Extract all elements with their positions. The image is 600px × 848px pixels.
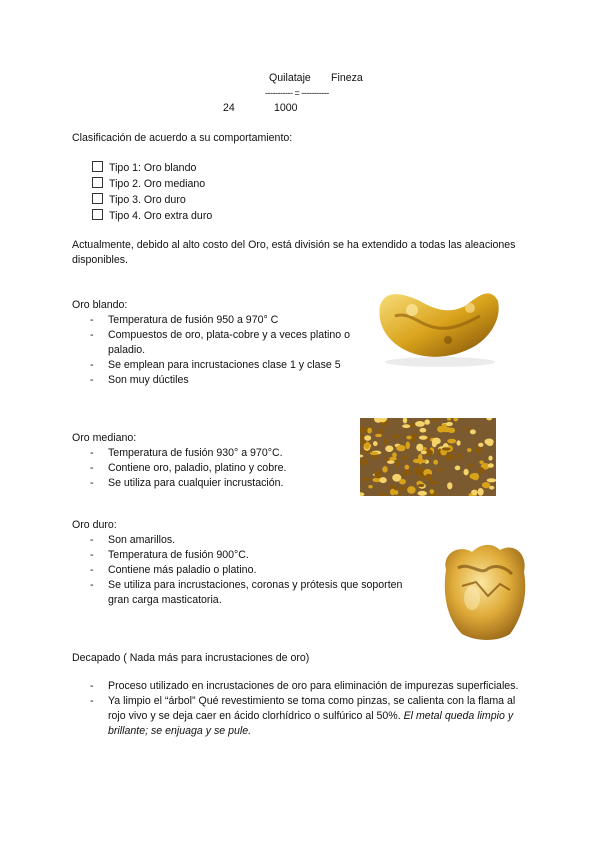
- gold-grain: [379, 477, 386, 483]
- header-val-quilataje: 24: [223, 102, 235, 114]
- gold-grain: [470, 429, 476, 434]
- intro-paragraph: Actualmente, debido al alto costo del Oro, está división se ha extendido a todas las aleaciones disponibles.: [72, 239, 516, 266]
- gold-grain: [398, 486, 406, 491]
- gold-grain: [395, 460, 400, 467]
- gold-grain: [384, 458, 390, 461]
- list-item: - Son muy dúctiles: [90, 374, 189, 386]
- gold-grain: [424, 419, 430, 424]
- gold-grain: [470, 473, 478, 479]
- gold-grain: [385, 445, 393, 452]
- gold-grain: [478, 488, 484, 496]
- classification-heading: Clasificación de acuerdo a su comportamiento:: [72, 132, 293, 144]
- gold-grain: [374, 471, 382, 479]
- gold-grain: [364, 435, 371, 441]
- gold-grain: [418, 457, 422, 464]
- checkbox-icon[interactable]: [92, 177, 103, 188]
- header-fineza: Fineza: [331, 72, 363, 84]
- list-item: - Contiene más paladio o platino.: [90, 564, 257, 576]
- gold-grain: [405, 465, 410, 470]
- header-quilataje: Quilataje: [269, 72, 311, 84]
- list-item: - Se utiliza para incrustaciones, coronas y prótesis que soporten gran carga masticatoria.: [90, 579, 403, 606]
- oro-mediano-list: [72, 446, 362, 491]
- gold-grain: [377, 428, 383, 433]
- gold-grain: [416, 444, 423, 452]
- gold-grain: [407, 486, 416, 494]
- list-item: - Se utiliza para cualquier incrustación.: [90, 477, 284, 489]
- checkbox-tipo-3[interactable]: Tipo 3. Oro duro: [92, 193, 186, 208]
- gold-grain: [370, 452, 379, 455]
- gold-grain: [406, 442, 410, 450]
- gold-grain: [402, 455, 406, 461]
- gold-grain: [392, 435, 400, 439]
- gold-grain: [403, 469, 410, 476]
- gold-grain: [373, 441, 378, 446]
- gold-grain: [406, 436, 411, 440]
- gold-grain: [387, 460, 395, 464]
- header-val-fineza: 1000: [274, 102, 298, 114]
- gold-grain: [467, 448, 472, 452]
- oro-duro-heading: Oro duro:: [72, 519, 117, 531]
- gold-grain: [360, 459, 368, 465]
- gold-grain: [361, 478, 371, 482]
- gold-grain: [489, 486, 494, 490]
- gold-grain: [445, 454, 454, 460]
- decapado-list: [72, 679, 532, 739]
- list-item: - Compuestos de oro, plata-cobre y a veces platino o paladio.: [90, 329, 351, 356]
- gold-grain: [447, 439, 456, 444]
- gold-grain: [488, 456, 492, 461]
- list-item: - Son amarillos.: [90, 534, 176, 546]
- oro-duro-list: [72, 533, 422, 608]
- gold-grain: [414, 471, 423, 474]
- oro-mediano-heading: Oro mediano:: [72, 432, 137, 444]
- gold-grain: [429, 481, 438, 485]
- list-item: - Se emplean para incrustaciones clase 1 y clase 5: [90, 359, 341, 371]
- gold-grain: [478, 467, 484, 474]
- gold-grain: [399, 479, 406, 485]
- gold-grain: [382, 466, 387, 473]
- oro-blando-list: [72, 313, 352, 388]
- gold-grain: [420, 428, 427, 433]
- gold-grain: [441, 427, 450, 433]
- gold-grain: [465, 427, 470, 430]
- list-item: - Temperatura de fusión 930° a 970°C.: [90, 447, 283, 459]
- gold-nugget-image: [360, 266, 510, 376]
- gold-grain: [464, 469, 469, 476]
- gold-grain: [432, 438, 441, 445]
- gold-grain: [471, 490, 477, 496]
- checkbox-icon[interactable]: [92, 193, 103, 204]
- gold-grain: [392, 452, 397, 457]
- list-item: - Temperatura de fusión 950 a 970° C: [90, 314, 279, 326]
- checkbox-tipo-4[interactable]: Tipo 4. Oro extra duro: [92, 209, 212, 224]
- list-item: - Proceso utilizado en incrustaciones de oro para eliminación de impurezas superficiales.: [90, 680, 519, 692]
- gold-grain: [475, 447, 481, 454]
- list-item: - Temperatura de fusión 900°C.: [90, 549, 249, 561]
- decapado-heading: Decapado ( Nada más para incrustaciones de oro): [72, 652, 310, 664]
- gold-grain: [442, 447, 451, 450]
- gold-grain: [467, 464, 474, 467]
- gold-grain: [478, 443, 483, 447]
- gold-grain: [430, 489, 435, 494]
- gold-grain: [402, 424, 410, 428]
- gold-grain: [457, 440, 461, 445]
- gold-grain: [485, 439, 494, 445]
- gold-grain: [425, 474, 432, 481]
- oro-blando-heading: Oro blando:: [72, 299, 128, 311]
- gold-grain: [487, 478, 496, 482]
- gold-grain: [418, 491, 427, 496]
- list-item: - Ya limpio el “árbol” Qué revestimiento se toma como pinzas, se calienta con la flama al rojo vivo y se deja caer en ácido clorhídrico o sulfúrico al 50%. El metal queda limpio y brillante; se enjuaga y se pule.: [90, 695, 516, 737]
- gold-grain: [455, 466, 461, 471]
- gold-grain: [436, 468, 443, 471]
- list-item: - Contiene oro, paladio, platino y cobre.: [90, 462, 287, 474]
- gold-grain: [457, 453, 462, 459]
- gold-grain: [390, 489, 395, 496]
- gold-grain: [482, 482, 490, 488]
- gold-grain: [415, 421, 425, 427]
- gold-grain: [396, 445, 405, 451]
- gold-grain: [375, 434, 382, 437]
- gold-crown-image: [436, 540, 532, 642]
- gold-grain: [447, 482, 452, 489]
- gold-grain: [389, 485, 396, 489]
- gold-grain: [419, 436, 428, 440]
- gold-grain: [368, 485, 372, 488]
- checkbox-icon[interactable]: [92, 209, 103, 220]
- header-divider: ----------- = -----------: [265, 88, 329, 98]
- gold-grain: [371, 455, 378, 459]
- checkbox-tipo-1[interactable]: Tipo 1: Oro blando: [92, 161, 196, 176]
- gold-grain: [433, 460, 438, 465]
- checkbox-tipo-2[interactable]: Tipo 2. Oro mediano: [92, 177, 205, 192]
- gold-grain: [383, 439, 387, 445]
- gold-grain: [488, 463, 494, 468]
- gold-grains-image: [360, 418, 496, 496]
- gold-grain: [421, 451, 427, 455]
- gold-grain: [367, 428, 372, 434]
- gold-grain: [418, 484, 425, 487]
- checkbox-icon[interactable]: [92, 161, 103, 172]
